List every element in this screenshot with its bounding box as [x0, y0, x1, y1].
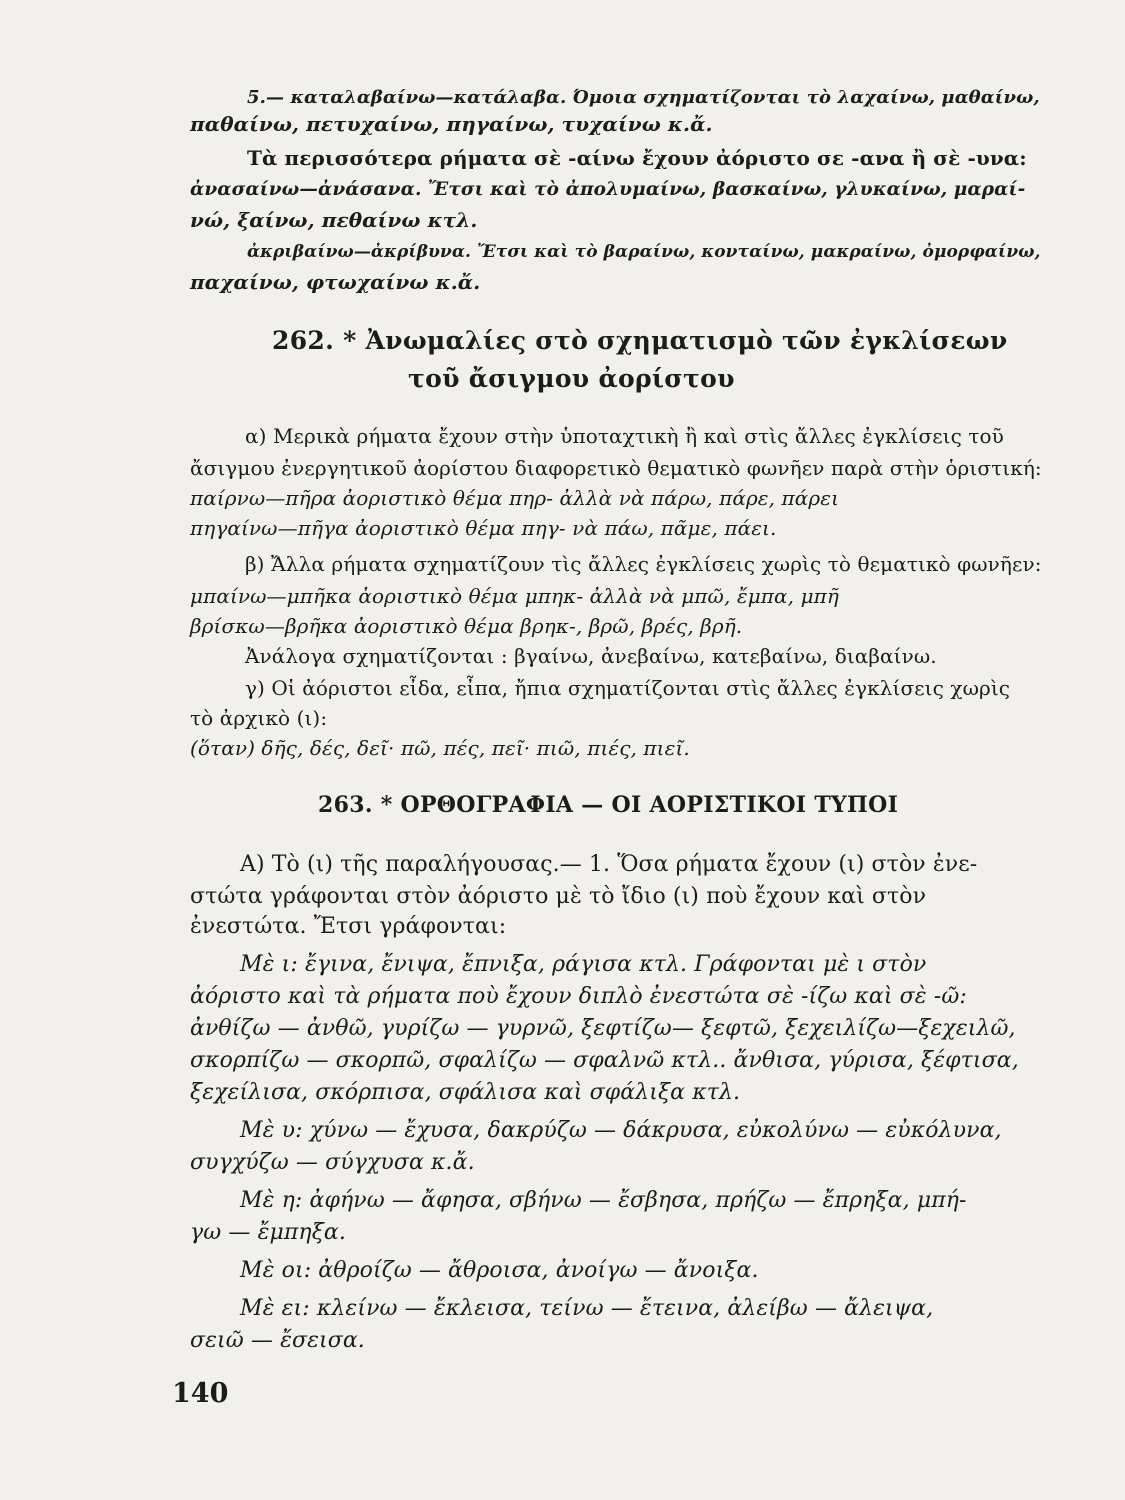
- text-line: ἐνεστώτα. Ἔτσι γράφονται:: [190, 914, 507, 939]
- text-line: Μὲ οι: ἀθροίζω — ἄθροισα, ἀνοίγω — ἄνοιξα.: [240, 1258, 759, 1283]
- page-number: 140: [172, 1378, 229, 1409]
- text-line: (ὅταν) δῆς, δές, δεῖ· πῶ, πές, πεῖ· πιῶ, πιές, πιεῖ.: [190, 736, 690, 760]
- text-line: ἀόριστο καὶ τὰ ρήματα ποὺ ἔχουν διπλὸ ἐνεστώτα σὲ -ίζω καὶ σὲ -ῶ:: [190, 984, 967, 1009]
- text-line: β) Ἄλλα ρήματα σχηματίζουν τὶς ἄλλες ἐγκλίσεις χωρὶς τὸ θεματικὸ φωνῆεν:: [245, 552, 1042, 576]
- section-heading-262-line2: τοῦ ἄσιγμου ἀορίστου: [408, 364, 735, 393]
- text-line: Α) Τὸ (ι) τῆς παραλήγουσας.— 1. Ὅσα ρήματα ἔχουν (ι) στὸν ἐνε-: [240, 852, 978, 877]
- text-line: γω — ἔμπηξα.: [190, 1220, 346, 1245]
- text-line: Ἀνάλογα σχηματίζονται : βγαίνω, ἀνεβαίνω, κατεβαίνω, διαβαίνω.: [245, 644, 937, 668]
- text-line: α) Μερικὰ ρήματα ἔχουν στὴν ὑποταχτικὴ ἢ καὶ στὶς ἄλλες ἐγκλίσεις τοῦ: [245, 424, 1004, 448]
- text-line: 5.— καταλαβαίνω—κατάλαβα. Όμοια σχηματίζονται τὸ λαχαίνω, μαθαίνω,: [247, 87, 1040, 108]
- text-line: σειῶ — ἔσεισα.: [190, 1328, 365, 1353]
- text-line: μπαίνω—μπῆκα ἀοριστικὸ θέμα μπηκ- ἀλλὰ νὰ μπῶ, ἔμπα, μπῆ: [190, 584, 839, 608]
- text-line: πηγαίνω—πῆγα ἀοριστικὸ θέμα πηγ- νὰ πάω, πᾶμε, πάει.: [190, 516, 777, 540]
- text-line: βρίσκω—βρῆκα ἀοριστικὸ θέμα βρηκ-, βρῶ, βρές, βρῆ.: [190, 614, 743, 638]
- text-line: Τὰ περισσότερα ρήματα σὲ -αίνω ἔχουν ἀόριστο σε -ανα ἢ σὲ -υνα:: [247, 146, 1027, 170]
- text-line: Μὲ υ: χύνω — ἔχυσα, δακρύζω — δάκρυσα, εὐκολύνω — εὐκόλυνα,: [240, 1118, 1002, 1143]
- text-line: γ) Οἱ ἀόριστοι εἶδα, εἶπα, ἤπια σχηματίζονται στὶς ἄλλες ἐγκλίσεις χωρὶς: [245, 676, 1011, 700]
- text-line: συγχύζω — σύγχυσα κ.ἄ.: [190, 1150, 475, 1175]
- text-line: νώ, ξαίνω, πεθαίνω κτλ.: [190, 208, 478, 232]
- text-line: ἀκριβαίνω—ἀκρίβυνα. Ἔτσι καὶ τὸ βαραίνω, κονταίνω, μακραίνω, ὀμορφαίνω,: [247, 242, 1041, 262]
- text-line: Μὲ ει: κλείνω — ἔκλεισα, τείνω — ἔτεινα, ἀλείβω — ἄλειψα,: [240, 1296, 934, 1321]
- section-heading-263: 263. * ΟΡΘΟΓΡΑΦΙΑ — ΟΙ ΑΟΡΙΣΤΙΚΟΙ ΤΥΠΟΙ: [318, 792, 899, 818]
- text-line: παχαίνω, φτωχαίνω κ.ἄ.: [190, 270, 481, 294]
- text-line: Μὲ η: ἀφήνω — ἄφησα, σβήνω — ἔσβησα, πρήζω — ἔπρηξα, μπή-: [240, 1188, 967, 1213]
- text-line: ἀνασαίνω—ἀνάσανα. Ἔτσι καὶ τὸ ἀπολυμαίνω, βασκαίνω, γλυκαίνω, μαραί-: [190, 179, 1026, 200]
- section-heading-262: 262. * Ἀνωμαλίες στὸ σχηματισμὸ τῶν ἐγκλίσεων: [272, 326, 1008, 355]
- text-line: Μὲ ι: ἔγινα, ἔνιψα, ἔπνιξα, ράγισα κτλ. Γράφονται μὲ ι στὸν: [240, 952, 927, 977]
- text-line: παίρνω—πῆρα ἀοριστικὸ θέμα πηρ- ἀλλὰ νὰ πάρω, πάρε, πάρει: [190, 486, 840, 510]
- text-line: στώτα γράφονται στὸν ἀόριστο μὲ τὸ ἴδιο (ι) ποὺ ἔχουν καὶ στὸν: [190, 884, 927, 909]
- text-line: σκορπίζω — σκορπῶ, σφαλίζω — σφαλνῶ κτλ.. ἄνθισα, γύρισα, ξέφτισα,: [190, 1048, 1019, 1073]
- text-line: ἄσιγμου ἐνεργητικοῦ ἀορίστου διαφορετικὸ θεματικὸ φωνῆεν παρὰ στὴν ὁριστική:: [190, 456, 1042, 480]
- text-line: ξεχείλισα, σκόρπισα, σφάλισα καὶ σφάλιξα κτλ.: [190, 1080, 741, 1105]
- text-line: ἀνθίζω — ἀνθῶ, γυρίζω — γυρνῶ, ξεφτίζω— ξεφτῶ, ξεχειλίζω—ξεχειλῶ,: [190, 1016, 1016, 1041]
- text-line: παθαίνω, πετυχαίνω, πηγαίνω, τυχαίνω κ.ἄ.: [190, 112, 713, 136]
- text-line: τὸ ἀρχικὸ (ι):: [190, 706, 328, 730]
